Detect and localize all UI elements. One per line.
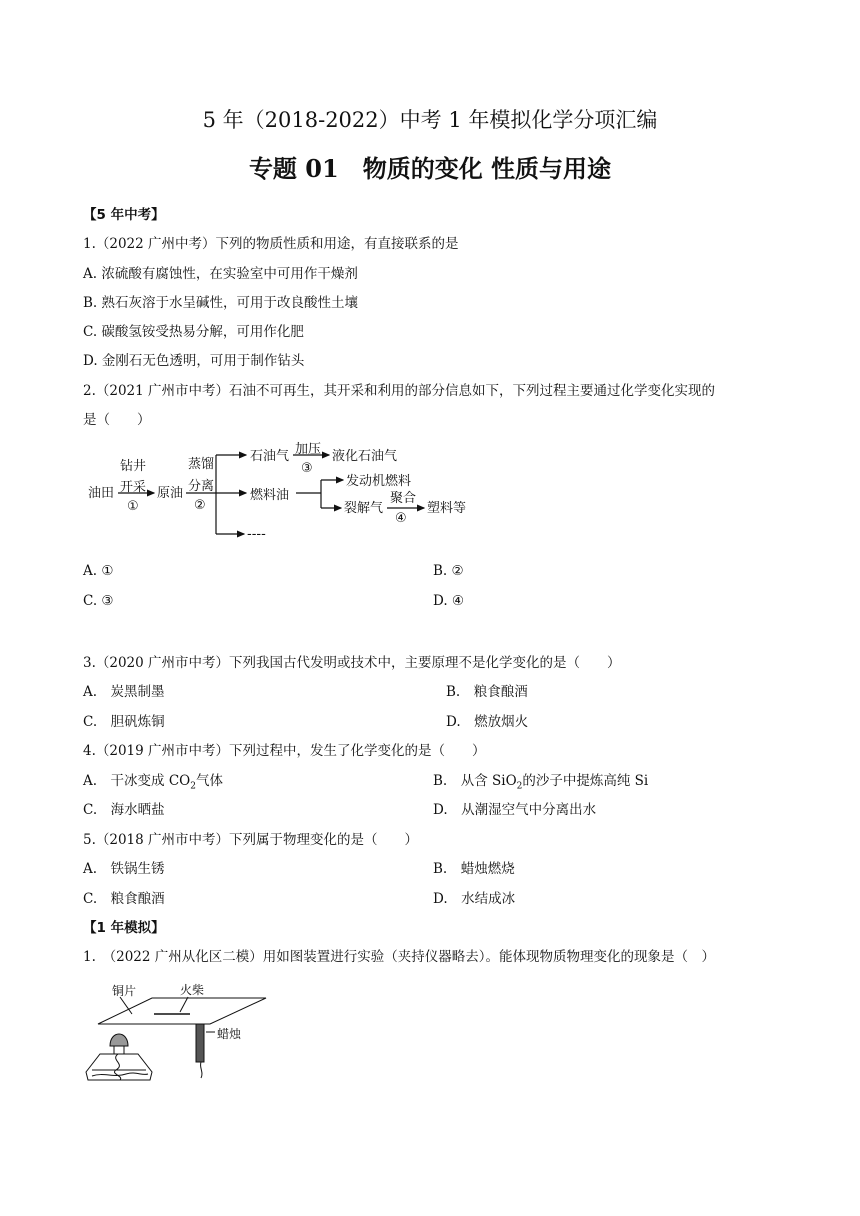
- question-5-option-b: B. 蜡烛燃烧: [433, 861, 515, 877]
- engine-fuel-label: 发动机燃料: [346, 474, 412, 489]
- mock-question-1-stem: 1. （2022 广州从化区二模）用如图装置进行实验（夹持仪器略去）。能体现物质物理变化的现象是（ ）: [83, 949, 716, 965]
- question-2-option-b: B. ②: [433, 563, 464, 579]
- question-4-option-c: C. 海水晒盐: [83, 802, 165, 818]
- question-5-stem: 5.（2018 广州市中考）下列属于物理变化的是（ ）: [83, 832, 419, 848]
- lpg-label: 液化石油气: [332, 449, 398, 464]
- cracked-gas-label: 裂解气: [344, 501, 384, 516]
- step-3-marker: ③: [301, 461, 313, 476]
- candle-label: 蜡烛: [217, 1027, 242, 1041]
- distill-label-top: 蒸馏: [188, 457, 215, 472]
- question-4-option-a-text: A. 干冰变成 CO: [83, 773, 191, 789]
- question-2-option-a: A. ①: [83, 563, 114, 579]
- question-4-option-d: D. 从潮湿空气中分离出水: [433, 802, 597, 818]
- crude-oil-label: 原油: [157, 486, 184, 501]
- section-one-year: 【1 年模拟】: [83, 920, 165, 936]
- question-5-option-d: D. 水结成冰: [433, 891, 516, 907]
- subscript: 2: [190, 781, 196, 792]
- step-4-marker: ④: [395, 511, 407, 526]
- question-1-option-b: B. 熟石灰溶于水呈碱性，可用于改良酸性土壤: [83, 295, 359, 311]
- plastics-label: 塑料等: [427, 501, 467, 516]
- question-2-option-d: D. ④: [433, 593, 465, 609]
- petroleum-gas-label: 石油气: [250, 449, 290, 464]
- question-3-option-a: A. 炭黑制墨: [83, 684, 165, 700]
- oilfield-label: 油田: [88, 486, 115, 501]
- document-title: 5 年（2018-2022）中考 1 年模拟化学分项汇编: [202, 108, 658, 132]
- question-3-option-b: B. 粮食酿酒: [446, 684, 528, 700]
- section-five-year: 【5 年中考】: [83, 207, 165, 223]
- question-5-option-c: C. 粮食酿酒: [83, 891, 165, 907]
- petroleum-flow-diagram: [80, 440, 500, 550]
- question-4-option-a: [83, 769, 223, 792]
- question-1-stem: 1.（2022 广州中考）下列的物质性质和用途，有直接联系的是: [83, 236, 459, 252]
- question-4-option-b: [433, 769, 648, 792]
- more-products-label: ----: [247, 527, 266, 542]
- question-5-option-a: A. 铁锅生锈: [83, 861, 165, 877]
- question-4-option-b-suffix: 的沙子中提炼高纯 Si: [522, 773, 649, 789]
- candle: [196, 1024, 204, 1062]
- question-1-option-c: C. 碳酸氢铵受热易分解，可用作化肥: [83, 324, 304, 340]
- pressurize-label: 加压: [295, 442, 322, 457]
- question-2-option-c: C. ③: [83, 593, 114, 609]
- step-1-marker: ①: [127, 499, 139, 514]
- distill-label-bottom: 分离: [188, 479, 215, 494]
- question-4-option-a-suffix: 气体: [195, 773, 223, 789]
- question-2-stem-line2: 是（ ）: [83, 412, 151, 428]
- step-2-marker: ②: [194, 498, 206, 513]
- question-4-stem: 4.（2019 广州市中考）下列过程中，发生了化学变化的是（ ）: [83, 743, 486, 759]
- question-4-option-b-text: B. 从含 SiO: [433, 773, 517, 789]
- question-3-stem: 3.（2020 广州市中考）下列我国古代发明或技术中，主要原理不是化学变化的是（ ）: [83, 655, 621, 671]
- question-2-stem-line1: 2.（2021 广州市中考）石油不可再生，其开采和利用的部分信息如下，下列过程主要通过化学变化实现的: [83, 383, 716, 399]
- match-label: 火柴: [180, 983, 205, 997]
- question-3-option-d: D. 燃放烟火: [446, 714, 529, 730]
- question-1-option-a: A. 浓硫酸有腐蚀性，在实验室中可用作干燥剂: [83, 266, 358, 282]
- copper-sheet-label: 铜片: [112, 984, 137, 998]
- experiment-apparatus-figure: [80, 980, 280, 1090]
- polymerize-label: 聚合: [390, 491, 417, 506]
- question-1-option-d: D. 金刚石无色透明，可用于制作钻头: [83, 353, 305, 369]
- fuel-oil-label: 燃料油: [250, 488, 290, 503]
- drill-label-top: 钻井: [120, 459, 147, 474]
- alcohol-lamp-cap: [110, 1034, 128, 1046]
- topic-title: 专题 01 物质的变化 性质与用途: [248, 154, 612, 183]
- drill-label-bottom: 开采: [120, 480, 147, 495]
- subscript: 2: [516, 781, 523, 792]
- question-3-option-c: C. 胆矾炼铜: [83, 714, 165, 730]
